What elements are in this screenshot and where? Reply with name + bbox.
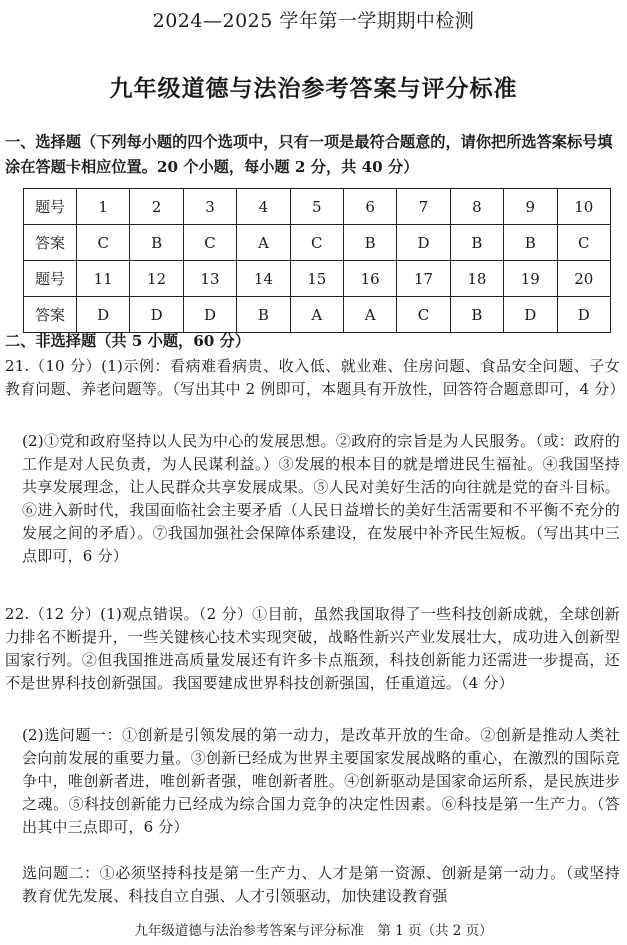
question-number-cell: 12: [130, 261, 183, 297]
q21-part1: 21.（10 分）(1)示例：看病难看病贵、收入低、就业难、住房问题、食品安全问题、子女教育问题、养老问题等。（写出其中 2 例即可，本题具有开放性，回答符合题意即可，4 分）: [5, 357, 625, 398]
number-row: [24, 261, 611, 297]
question-number-cell: 15: [290, 261, 343, 297]
question-number-cell: 8: [450, 189, 503, 225]
question-number-cell: 10: [557, 189, 610, 225]
q21-part2: (2)①党和政府坚持以人民为中心的发展思想。②政府的宗旨是为人民服务。（或：政府的工作是对人民负责，为人民谋利益。）③发展的根本目的就是增进民生福祉。④我国坚持共享发展理念，让人民群众共享发展成果。⑤人民对美好生活的向往就是党的奋斗目标。⑥进入新时代，我国面临社会主要矛盾（人民日益增长的美好生活需要和不平衡不充分的发展之间的矛盾）。⑦我国加强社会保障体系建设，在发展中补齐民生短板。（写出其中三点即可，6 分）: [22, 432, 620, 565]
answer-cell: D: [397, 225, 450, 261]
row-label-number: 题号: [24, 189, 77, 225]
row-label-number: 题号: [24, 261, 77, 297]
question-number-cell: 18: [450, 261, 503, 297]
answer-cell: D: [504, 297, 557, 333]
answer-cell: B: [130, 225, 183, 261]
question-number-cell: 7: [397, 189, 450, 225]
question-number-cell: 4: [237, 189, 290, 225]
number-row: [24, 189, 611, 225]
answer-cell: B: [504, 225, 557, 261]
section1-heading: 一、选择题（下列每小题的四个选项中，只有一项是最符合题意的，请你把所选答案标号填涂在答题卡相应位置。20 个小题，每小题 2 分，共 40 分）: [5, 133, 613, 176]
section2-heading: 二、非选择题（共 5 小题，60 分）: [5, 332, 251, 350]
page-footer: 九年级道德与法治参考答案与评分标准 第 1 页（共 2 页）: [134, 923, 493, 939]
question-number-cell: 9: [504, 189, 557, 225]
question-number-cell: 6: [343, 189, 396, 225]
answer-cell: D: [183, 297, 236, 333]
question-number-cell: 17: [397, 261, 450, 297]
question-number-cell: 16: [343, 261, 396, 297]
answer-cell: B: [237, 297, 290, 333]
exam-title: 2024—2025 学年第一学期期中检测: [152, 10, 475, 32]
answer-cell: A: [290, 297, 343, 333]
question-number-cell: 1: [77, 189, 130, 225]
row-label-answer: 答案: [24, 297, 77, 333]
question-number-cell: 13: [183, 261, 236, 297]
answer-cell: B: [450, 225, 503, 261]
answer-cell: C: [557, 225, 610, 261]
answer-cell: D: [130, 297, 183, 333]
question-number-cell: 2: [130, 189, 183, 225]
answer-cell: B: [343, 225, 396, 261]
q22-part1: 22.（12 分）(1)观点错误。（2 分）①目前，虽然我国取得了一些科技创新成就，全球创新力排名不断提升，一些关键核心技术实现突破，战略性新兴产业发展壮大，成功进入创新型国家行列。②但我国推进高质量发展还有许多卡点瓶颈，科技创新能力还需进一步提高，还不是世界科技创新强国。我国要建成世界科技创新强国，任重道远。（4 分）: [5, 605, 620, 692]
answer-row: [24, 225, 611, 261]
document-title: 九年级道德与法治参考答案与评分标准: [109, 75, 518, 102]
question-number-cell: 14: [237, 261, 290, 297]
answer-cell: A: [343, 297, 396, 333]
answer-cell: D: [77, 297, 130, 333]
answer-cell: C: [290, 225, 343, 261]
question-number-cell: 19: [504, 261, 557, 297]
question-number-cell: 11: [77, 261, 130, 297]
question-number-cell: 20: [557, 261, 610, 297]
row-label-answer: 答案: [24, 225, 77, 261]
answer-cell: D: [557, 297, 610, 333]
answer-row: [24, 297, 611, 333]
q22-part2: (2)选问题一：①创新是引领发展的第一动力，是改革开放的生命。②创新是推动人类社会向前发展的重要力量。③创新已经成为世界主要国家发展战略的重心，在激烈的国际竞争中，唯创新者进，唯创新者强，唯创新者胜。④创新驱动是国家命运所系，是民族进步之魂。⑤科技创新能力已经成为综合国力竞争的决定性因素。⑥科技是第一生产力。（答出其中三点即可，6 分）: [22, 726, 620, 836]
answer-cell: C: [397, 297, 450, 333]
answer-cell: A: [237, 225, 290, 261]
q22-part3: 选问题二：①必须坚持科技是第一生产力、人才是第一资源、创新是第一动力。（或坚持教育优先发展、科技自立自强、人才引领驱动，加快建设教育强: [22, 864, 620, 905]
question-number-cell: 3: [183, 189, 236, 225]
question-number-cell: 5: [290, 189, 343, 225]
answer-cell: C: [183, 225, 236, 261]
answer-table: [23, 188, 611, 333]
answer-cell: B: [450, 297, 503, 333]
answer-cell: C: [77, 225, 130, 261]
